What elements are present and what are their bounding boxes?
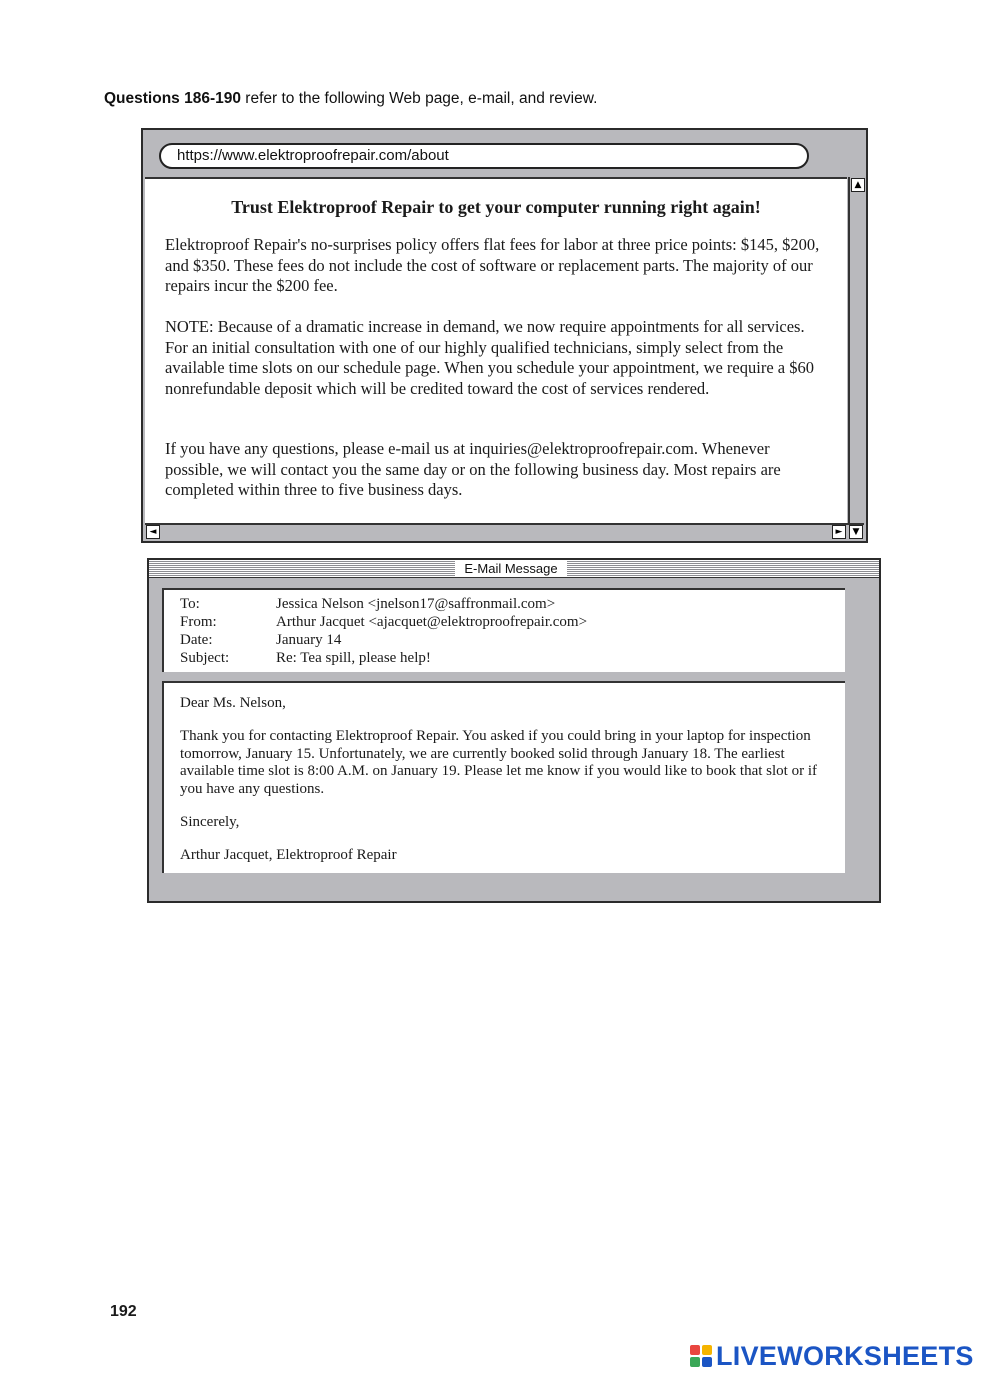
intro-line: [104, 90, 597, 108]
scroll-left-icon[interactable]: ◄: [146, 525, 160, 539]
email-window: [147, 558, 881, 903]
horizontal-scrollbar[interactable]: [145, 523, 864, 539]
logo-text: LIVEWORKSHEETS: [716, 1340, 974, 1371]
email-signature: Arthur Jacquet, Elektroproof Repair: [180, 847, 397, 863]
from-value: Arthur Jacquet <ajacquet@elektroproofrepair.com>: [276, 614, 588, 630]
email-message: Thank you for contacting Elektroproof Repair. You asked if you could bring in your laptop for inspection tomorrow, January 15. Unfortunately, we are currently booked solid through January 18. The earliest available time slot is 8:00 A.M. on January 19. Please let me know if you would like to book that slot or if you have any questions.: [180, 728, 817, 797]
scroll-up-icon[interactable]: ▲: [851, 178, 865, 192]
scroll-down-icon[interactable]: ▼: [849, 525, 863, 539]
email-closing: Sincerely,: [180, 814, 240, 830]
subject-label: Subject:: [180, 650, 230, 666]
intro-text: refer to the following Web page, e-mail, and review.: [240, 90, 598, 107]
web-page-window: [141, 128, 868, 543]
email-header: [162, 588, 845, 672]
date-value: January 14: [276, 632, 342, 648]
date-label: Date:: [180, 632, 213, 648]
from-label: From:: [180, 614, 217, 630]
to-label: To:: [180, 596, 200, 612]
email-body: [162, 681, 845, 873]
email-titlebar: [149, 560, 879, 578]
address-bar[interactable]: https://www.elektroproofrepair.com/about: [159, 143, 809, 169]
logo-mark-icon: [690, 1345, 712, 1367]
email-greeting: Dear Ms. Nelson,: [180, 695, 286, 711]
scroll-right-icon[interactable]: ►: [832, 525, 846, 539]
questions-range: Questions 186-190: [104, 90, 241, 107]
fees-paragraph: Elektroproof Repair's no-surprises policy offers flat fees for labor at three price points: $145, $200, and $350. These fees do not include the cost of software or replacement parts. The majority of our repairs incur the $200 fee.: [165, 235, 820, 295]
contact-paragraph: If you have any questions, please e-mail us at inquiries@elektroproofrepair.com. Whenever possible, we will contact you the same day or on the following business day. Most repairs are completed within three to five business days.: [165, 439, 781, 499]
vertical-scrollbar[interactable]: [848, 177, 866, 523]
email-window-title: E-Mail Message: [455, 560, 567, 577]
to-value: Jessica Nelson <jnelson17@saffronmail.com>: [276, 596, 556, 612]
note-paragraph: NOTE: Because of a dramatic increase in demand, we now require appointments for all services. For an initial consultation with one of our highly qualified technicians, simply select from the available time slots on our schedule page. When you schedule your appointment, we require a $60 nonrefundable deposit which will be credited toward the cost of services rendered.: [165, 317, 814, 398]
subject-value: Re: Tea spill, please help!: [276, 650, 431, 666]
web-page-content: [145, 177, 847, 523]
page-heading: Trust Elektroproof Repair to get your computer running right again!: [231, 197, 761, 217]
page-number: 192: [110, 1303, 137, 1320]
liveworksheets-logo: [690, 1341, 974, 1371]
